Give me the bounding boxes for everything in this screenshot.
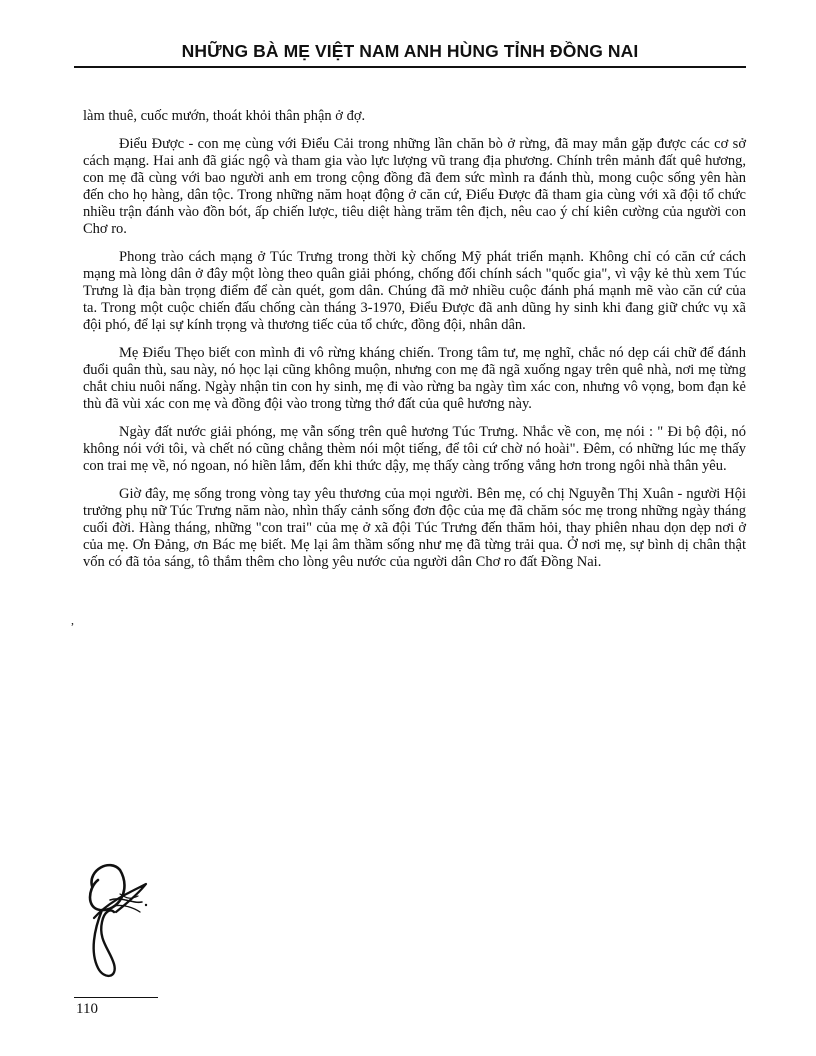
margin-mark: , [71,613,74,627]
header-title: NHỮNG BÀ MẸ VIỆT NAM ANH HÙNG TỈNH ĐỒNG NAI [181,41,639,61]
paragraph-2: Điểu Được - con mẹ cùng với Điểu Cải trong những lần chăn bò ở rừng, đã may mắn gặp được các cơ sở cách mạng. Hai anh đã giác ngộ và tham gia vào lực lượng vũ trang địa phương. Chính trên mảnh đất quê hương, con mẹ đã cùng với bao người anh em trong cộng đồng đã đem sức mình ra đánh thù, mong cuộc sống yên hàn đến cho họ hàng, dân tộc. Trong những năm hoạt động ở căn cứ, Điểu Được đã tham gia cùng với xã đội tổ chức nhiều trận đánh vào đồn bót, ấp chiến lược, tiêu diệt hàng trăm tên địch, nêu cao ý chí kiên cường của người con Chơ ro. [83,136,746,237]
footer-rule [74,997,158,998]
paragraph-1: làm thuê, cuốc mướn, thoát khỏi thân phận ở đợ. [83,108,366,124]
paragraph-6: Giờ đây, mẹ sống trong vòng tay yêu thương của mọi người. Bên mẹ, có chị Nguyễn Thị Xuân - người Hội trưởng phụ nữ Túc Trưng năm nào, nhìn thấy cảnh sống đơn độc của mẹ đã chăm sóc mẹ trong những ngày tháng cuối đời. Hàng tháng, những "con trai" của mẹ ở xã đội Túc Trưng đến thăm hỏi, thay phiên nhau dọn dẹp nơi ở của mẹ. Ơn Đảng, ơn Bác mẹ biết. Mẹ lại âm thầm sống như mẹ đã từng trải qua. Ở nơi mẹ, sự bình dị chân thật vốn có đã tỏa sáng, tô thắm thêm cho lòng yêu nước của người dân Chơ ro đất Đồng Nai. [83,486,746,570]
page-number: 110 [76,1001,98,1017]
paragraph-5: Ngày đất nước giải phóng, mẹ vẫn sống trên quê hương Túc Trưng. Nhắc về con, mẹ nói : " Đi bộ đội, nó không nói với tôi, và chết nó cũng chẳng thèm nói một tiếng, để tôi cứ chờ nó hoài". Đêm, có những lúc mẹ thấy con trai mẹ về, nó ngoan, nó hiền lắm, đến khi thức dậy, mẹ thấy càng trống vắng hơn trong ngôi nhà thân yêu. [83,424,746,474]
paragraph-3: Phong trào cách mạng ở Túc Trưng trong thời kỳ chống Mỹ phát triển mạnh. Không chỉ có căn cứ cách mạng mà lòng dân ở đây một lòng theo quân giải phóng, chống đối chính sách "quốc gia", vì vậy kẻ thù xem Túc Trưng là địa bàn trọng điểm để càn quét, gom dân. Chúng đã mở nhiều cuộc đánh phá mạnh mẽ vào căn cứ của ta. Trong một cuộc chiến đấu chống càn tháng 3-1970, Điểu Được đã anh dũng hy sinh khi đang giữ chức vụ xã đội phó, để lại sự kính trọng và thương tiếc của tổ chức, đồng đội, nhân dân. [83,249,746,333]
paragraph-4: Mẹ Điểu Thẹo biết con mình đi vô rừng kháng chiến. Trong tâm tư, mẹ nghĩ, chắc nó dẹp cái chữ để đánh đuổi quân thù, sau này, nó học lại cũng không muộn, nhưng con mẹ đã ngã xuống ngay trên quê nhà, nơi mẹ từng chắt chiu nuôi nấng. Ngày nhận tin con hy sinh, mẹ đi vào rừng ba ngày tìm xác con, nhưng vô vọng, bom đạn kẻ thù đã vùi xác con mẹ và đồng đội vào trong từng thớ đất của quê hương này. [83,345,746,412]
body-text [83,108,746,582]
signature-image [80,860,170,985]
running-header [74,40,746,68]
